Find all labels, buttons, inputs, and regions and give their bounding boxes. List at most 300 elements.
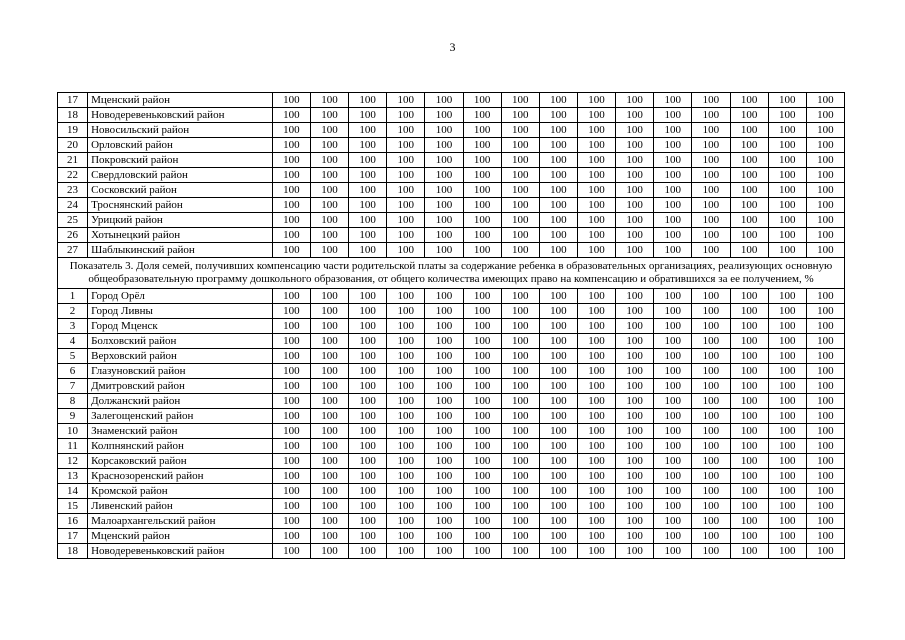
district-name: Кромской район — [88, 484, 273, 499]
value-cell: 100 — [272, 469, 310, 484]
value-cell: 100 — [692, 409, 730, 424]
value-cell: 100 — [730, 108, 768, 123]
value-cell: 100 — [272, 364, 310, 379]
value-cell: 100 — [387, 334, 425, 349]
value-cell: 100 — [616, 123, 654, 138]
value-cell: 100 — [577, 138, 615, 153]
value-cell: 100 — [349, 304, 387, 319]
value-cell: 100 — [768, 108, 806, 123]
value-cell: 100 — [349, 409, 387, 424]
value-cell: 100 — [577, 228, 615, 243]
value-cell: 100 — [577, 424, 615, 439]
value-cell: 100 — [463, 439, 501, 454]
row-number: 20 — [58, 138, 88, 153]
value-cell: 100 — [425, 529, 463, 544]
value-cell: 100 — [654, 394, 692, 409]
value-cell: 100 — [654, 319, 692, 334]
value-cell: 100 — [692, 484, 730, 499]
value-cell: 100 — [425, 409, 463, 424]
value-cell: 100 — [654, 409, 692, 424]
indicator-3-section — [58, 258, 845, 289]
value-cell: 100 — [387, 529, 425, 544]
value-cell: 100 — [310, 319, 348, 334]
value-cell: 100 — [425, 289, 463, 304]
value-cell: 100 — [387, 544, 425, 559]
value-cell: 100 — [730, 304, 768, 319]
value-cell: 100 — [806, 168, 844, 183]
value-cell: 100 — [616, 93, 654, 108]
value-cell: 100 — [730, 334, 768, 349]
row-number: 6 — [58, 364, 88, 379]
value-cell: 100 — [349, 198, 387, 213]
value-cell: 100 — [616, 514, 654, 529]
value-cell: 100 — [463, 544, 501, 559]
value-cell: 100 — [272, 304, 310, 319]
value-cell: 100 — [425, 424, 463, 439]
value-cell: 100 — [692, 529, 730, 544]
value-cell: 100 — [463, 319, 501, 334]
value-cell: 100 — [349, 93, 387, 108]
value-cell: 100 — [654, 469, 692, 484]
value-cell: 100 — [272, 499, 310, 514]
value-cell: 100 — [349, 364, 387, 379]
value-cell: 100 — [654, 93, 692, 108]
district-name: Новодеревеньковский район — [88, 544, 273, 559]
value-cell: 100 — [272, 529, 310, 544]
row-number: 13 — [58, 469, 88, 484]
value-cell: 100 — [272, 409, 310, 424]
row-number: 19 — [58, 123, 88, 138]
value-cell: 100 — [463, 364, 501, 379]
value-cell: 100 — [310, 469, 348, 484]
district-name: Мценский район — [88, 529, 273, 544]
value-cell: 100 — [539, 153, 577, 168]
value-cell: 100 — [577, 379, 615, 394]
table-row — [58, 349, 845, 364]
value-cell: 100 — [539, 183, 577, 198]
indicator-3-title: Показатель 3. Доля семей, получивших компенсацию части родительской платы за содержание ребенка в образовательных организациях, реализующих основную общеобразовательную программу дошкольного образования, от общего количества имеющих право на компенсацию и обратившихся за ее получением, % — [58, 258, 845, 289]
value-cell: 100 — [730, 484, 768, 499]
value-cell: 100 — [349, 108, 387, 123]
value-cell: 100 — [654, 289, 692, 304]
value-cell: 100 — [577, 544, 615, 559]
value-cell: 100 — [768, 544, 806, 559]
row-number: 1 — [58, 289, 88, 304]
district-name: Глазуновский район — [88, 364, 273, 379]
value-cell: 100 — [387, 439, 425, 454]
value-cell: 100 — [387, 93, 425, 108]
value-cell: 100 — [425, 484, 463, 499]
value-cell: 100 — [806, 484, 844, 499]
value-cell: 100 — [768, 304, 806, 319]
value-cell: 100 — [349, 168, 387, 183]
value-cell: 100 — [730, 168, 768, 183]
value-cell: 100 — [730, 153, 768, 168]
value-cell: 100 — [654, 484, 692, 499]
row-number: 21 — [58, 153, 88, 168]
value-cell: 100 — [616, 529, 654, 544]
value-cell: 100 — [310, 379, 348, 394]
value-cell: 100 — [501, 108, 539, 123]
row-number: 18 — [58, 544, 88, 559]
value-cell: 100 — [730, 379, 768, 394]
value-cell: 100 — [463, 334, 501, 349]
value-cell: 100 — [692, 93, 730, 108]
value-cell: 100 — [539, 93, 577, 108]
table-row — [58, 409, 845, 424]
value-cell: 100 — [806, 529, 844, 544]
district-name: Ливенский район — [88, 499, 273, 514]
value-cell: 100 — [654, 349, 692, 364]
value-cell: 100 — [387, 454, 425, 469]
value-cell: 100 — [768, 183, 806, 198]
value-cell: 100 — [272, 153, 310, 168]
value-cell: 100 — [577, 153, 615, 168]
row-number: 8 — [58, 394, 88, 409]
page-number: 3 — [449, 40, 456, 54]
value-cell: 100 — [387, 469, 425, 484]
value-cell: 100 — [768, 469, 806, 484]
value-cell: 100 — [692, 469, 730, 484]
value-cell: 100 — [654, 499, 692, 514]
value-cell: 100 — [577, 484, 615, 499]
value-cell: 100 — [310, 484, 348, 499]
row-number: 17 — [58, 93, 88, 108]
value-cell: 100 — [616, 364, 654, 379]
value-cell: 100 — [692, 198, 730, 213]
table-row — [58, 289, 845, 304]
value-cell: 100 — [501, 304, 539, 319]
value-cell: 100 — [616, 484, 654, 499]
value-cell: 100 — [616, 243, 654, 258]
value-cell: 100 — [654, 108, 692, 123]
value-cell: 100 — [310, 123, 348, 138]
value-cell: 100 — [616, 168, 654, 183]
value-cell: 100 — [272, 243, 310, 258]
value-cell: 100 — [616, 319, 654, 334]
value-cell: 100 — [310, 289, 348, 304]
value-cell: 100 — [654, 138, 692, 153]
value-cell: 100 — [806, 228, 844, 243]
value-cell: 100 — [539, 439, 577, 454]
value-cell: 100 — [463, 454, 501, 469]
value-cell: 100 — [539, 379, 577, 394]
value-cell: 100 — [616, 349, 654, 364]
value-cell: 100 — [310, 304, 348, 319]
value-cell: 100 — [692, 108, 730, 123]
value-cell: 100 — [768, 379, 806, 394]
value-cell: 100 — [539, 168, 577, 183]
value-cell: 100 — [387, 243, 425, 258]
value-cell: 100 — [654, 364, 692, 379]
value-cell: 100 — [501, 394, 539, 409]
value-cell: 100 — [387, 123, 425, 138]
value-cell: 100 — [463, 304, 501, 319]
value-cell: 100 — [806, 213, 844, 228]
value-cell: 100 — [692, 168, 730, 183]
value-cell: 100 — [539, 123, 577, 138]
district-name: Краснозоренский район — [88, 469, 273, 484]
value-cell: 100 — [768, 213, 806, 228]
district-name: Новосильский район — [88, 123, 273, 138]
value-cell: 100 — [501, 168, 539, 183]
value-cell: 100 — [539, 228, 577, 243]
value-cell: 100 — [349, 123, 387, 138]
row-number: 2 — [58, 304, 88, 319]
district-name: Знаменский район — [88, 424, 273, 439]
value-cell: 100 — [768, 529, 806, 544]
value-cell: 100 — [730, 469, 768, 484]
row-number: 7 — [58, 379, 88, 394]
district-name: Должанский район — [88, 394, 273, 409]
value-cell: 100 — [501, 424, 539, 439]
value-cell: 100 — [654, 304, 692, 319]
value-cell: 100 — [501, 123, 539, 138]
row-number: 5 — [58, 349, 88, 364]
value-cell: 100 — [730, 213, 768, 228]
value-cell: 100 — [501, 349, 539, 364]
row-number: 25 — [58, 213, 88, 228]
value-cell: 100 — [730, 544, 768, 559]
value-cell: 100 — [616, 108, 654, 123]
section-a-rows — [58, 93, 845, 258]
value-cell: 100 — [387, 168, 425, 183]
district-name: Город Орёл — [88, 289, 273, 304]
value-cell: 100 — [692, 394, 730, 409]
value-cell: 100 — [501, 514, 539, 529]
table-row — [58, 153, 845, 168]
value-cell: 100 — [501, 469, 539, 484]
value-cell: 100 — [577, 108, 615, 123]
value-cell: 100 — [539, 213, 577, 228]
value-cell: 100 — [272, 379, 310, 394]
value-cell: 100 — [425, 93, 463, 108]
value-cell: 100 — [806, 93, 844, 108]
value-cell: 100 — [806, 499, 844, 514]
value-cell: 100 — [616, 228, 654, 243]
value-cell: 100 — [806, 289, 844, 304]
value-cell: 100 — [501, 484, 539, 499]
value-cell: 100 — [730, 289, 768, 304]
value-cell: 100 — [387, 153, 425, 168]
value-cell: 100 — [768, 424, 806, 439]
value-cell: 100 — [349, 153, 387, 168]
value-cell: 100 — [806, 394, 844, 409]
value-cell: 100 — [272, 198, 310, 213]
value-cell: 100 — [425, 228, 463, 243]
value-cell: 100 — [539, 138, 577, 153]
value-cell: 100 — [310, 243, 348, 258]
value-cell: 100 — [692, 243, 730, 258]
value-cell: 100 — [387, 108, 425, 123]
value-cell: 100 — [539, 514, 577, 529]
value-cell: 100 — [310, 168, 348, 183]
value-cell: 100 — [539, 484, 577, 499]
value-cell: 100 — [768, 514, 806, 529]
value-cell: 100 — [730, 499, 768, 514]
value-cell: 100 — [425, 454, 463, 469]
value-cell: 100 — [616, 289, 654, 304]
value-cell: 100 — [501, 499, 539, 514]
value-cell: 100 — [425, 379, 463, 394]
value-cell: 100 — [577, 93, 615, 108]
value-cell: 100 — [806, 108, 844, 123]
value-cell: 100 — [577, 198, 615, 213]
value-cell: 100 — [616, 454, 654, 469]
value-cell: 100 — [577, 123, 615, 138]
value-cell: 100 — [310, 454, 348, 469]
value-cell: 100 — [692, 424, 730, 439]
section-b-rows — [58, 289, 845, 559]
value-cell: 100 — [272, 319, 310, 334]
table-row — [58, 499, 845, 514]
value-cell: 100 — [577, 514, 615, 529]
value-cell: 100 — [387, 484, 425, 499]
value-cell: 100 — [730, 439, 768, 454]
value-cell: 100 — [463, 289, 501, 304]
district-name: Дмитровский район — [88, 379, 273, 394]
value-cell: 100 — [577, 349, 615, 364]
value-cell: 100 — [577, 289, 615, 304]
value-cell: 100 — [463, 93, 501, 108]
value-cell: 100 — [730, 93, 768, 108]
value-cell: 100 — [692, 183, 730, 198]
value-cell: 100 — [806, 319, 844, 334]
value-cell: 100 — [539, 499, 577, 514]
value-cell: 100 — [692, 514, 730, 529]
value-cell: 100 — [425, 304, 463, 319]
value-cell: 100 — [654, 213, 692, 228]
value-cell: 100 — [349, 514, 387, 529]
district-name: Болховский район — [88, 334, 273, 349]
row-number: 27 — [58, 243, 88, 258]
value-cell: 100 — [577, 243, 615, 258]
value-cell: 100 — [539, 319, 577, 334]
row-number: 12 — [58, 454, 88, 469]
value-cell: 100 — [806, 138, 844, 153]
value-cell: 100 — [654, 529, 692, 544]
value-cell: 100 — [577, 168, 615, 183]
value-cell: 100 — [692, 228, 730, 243]
value-cell: 100 — [654, 334, 692, 349]
value-cell: 100 — [692, 123, 730, 138]
value-cell: 100 — [806, 334, 844, 349]
value-cell: 100 — [501, 289, 539, 304]
district-name: Хотынецкий район — [88, 228, 273, 243]
table-row — [58, 228, 845, 243]
value-cell: 100 — [310, 439, 348, 454]
value-cell: 100 — [310, 409, 348, 424]
value-cell: 100 — [463, 228, 501, 243]
value-cell: 100 — [501, 319, 539, 334]
table-row — [58, 304, 845, 319]
value-cell: 100 — [501, 243, 539, 258]
value-cell: 100 — [768, 93, 806, 108]
value-cell: 100 — [387, 183, 425, 198]
value-cell: 100 — [577, 469, 615, 484]
value-cell: 100 — [616, 499, 654, 514]
row-number: 3 — [58, 319, 88, 334]
value-cell: 100 — [654, 183, 692, 198]
value-cell: 100 — [730, 319, 768, 334]
value-cell: 100 — [730, 198, 768, 213]
row-number: 15 — [58, 499, 88, 514]
table-row — [58, 439, 845, 454]
value-cell: 100 — [349, 138, 387, 153]
value-cell: 100 — [387, 424, 425, 439]
district-name: Урицкий район — [88, 213, 273, 228]
value-cell: 100 — [387, 499, 425, 514]
value-cell: 100 — [501, 544, 539, 559]
row-number: 18 — [58, 108, 88, 123]
value-cell: 100 — [539, 409, 577, 424]
value-cell: 100 — [349, 394, 387, 409]
value-cell: 100 — [501, 213, 539, 228]
value-cell: 100 — [654, 198, 692, 213]
value-cell: 100 — [768, 289, 806, 304]
value-cell: 100 — [272, 394, 310, 409]
value-cell: 100 — [730, 243, 768, 258]
value-cell: 100 — [387, 304, 425, 319]
value-cell: 100 — [539, 289, 577, 304]
value-cell: 100 — [539, 394, 577, 409]
table-row — [58, 93, 845, 108]
value-cell: 100 — [310, 153, 348, 168]
value-cell: 100 — [501, 364, 539, 379]
value-cell: 100 — [501, 529, 539, 544]
value-cell: 100 — [349, 183, 387, 198]
value-cell: 100 — [463, 514, 501, 529]
value-cell: 100 — [463, 138, 501, 153]
value-cell: 100 — [501, 183, 539, 198]
value-cell: 100 — [310, 228, 348, 243]
table-row — [58, 213, 845, 228]
table-row — [58, 123, 845, 138]
value-cell: 100 — [310, 529, 348, 544]
value-cell: 100 — [806, 198, 844, 213]
value-cell: 100 — [654, 454, 692, 469]
value-cell: 100 — [577, 319, 615, 334]
value-cell: 100 — [272, 93, 310, 108]
value-cell: 100 — [539, 529, 577, 544]
value-cell: 100 — [425, 183, 463, 198]
value-cell: 100 — [272, 544, 310, 559]
value-cell: 100 — [692, 138, 730, 153]
table-row — [58, 379, 845, 394]
value-cell: 100 — [310, 213, 348, 228]
value-cell: 100 — [349, 499, 387, 514]
value-cell: 100 — [730, 183, 768, 198]
value-cell: 100 — [654, 153, 692, 168]
value-cell: 100 — [272, 138, 310, 153]
value-cell: 100 — [539, 469, 577, 484]
value-cell: 100 — [425, 213, 463, 228]
value-cell: 100 — [768, 228, 806, 243]
value-cell: 100 — [463, 379, 501, 394]
value-cell: 100 — [501, 138, 539, 153]
value-cell: 100 — [425, 123, 463, 138]
table-row — [58, 198, 845, 213]
value-cell: 100 — [463, 394, 501, 409]
row-number: 4 — [58, 334, 88, 349]
district-name: Город Ливны — [88, 304, 273, 319]
value-cell: 100 — [768, 484, 806, 499]
value-cell: 100 — [310, 424, 348, 439]
value-cell: 100 — [539, 334, 577, 349]
value-cell: 100 — [349, 243, 387, 258]
district-name: Верховский район — [88, 349, 273, 364]
district-name: Мценский район — [88, 93, 273, 108]
